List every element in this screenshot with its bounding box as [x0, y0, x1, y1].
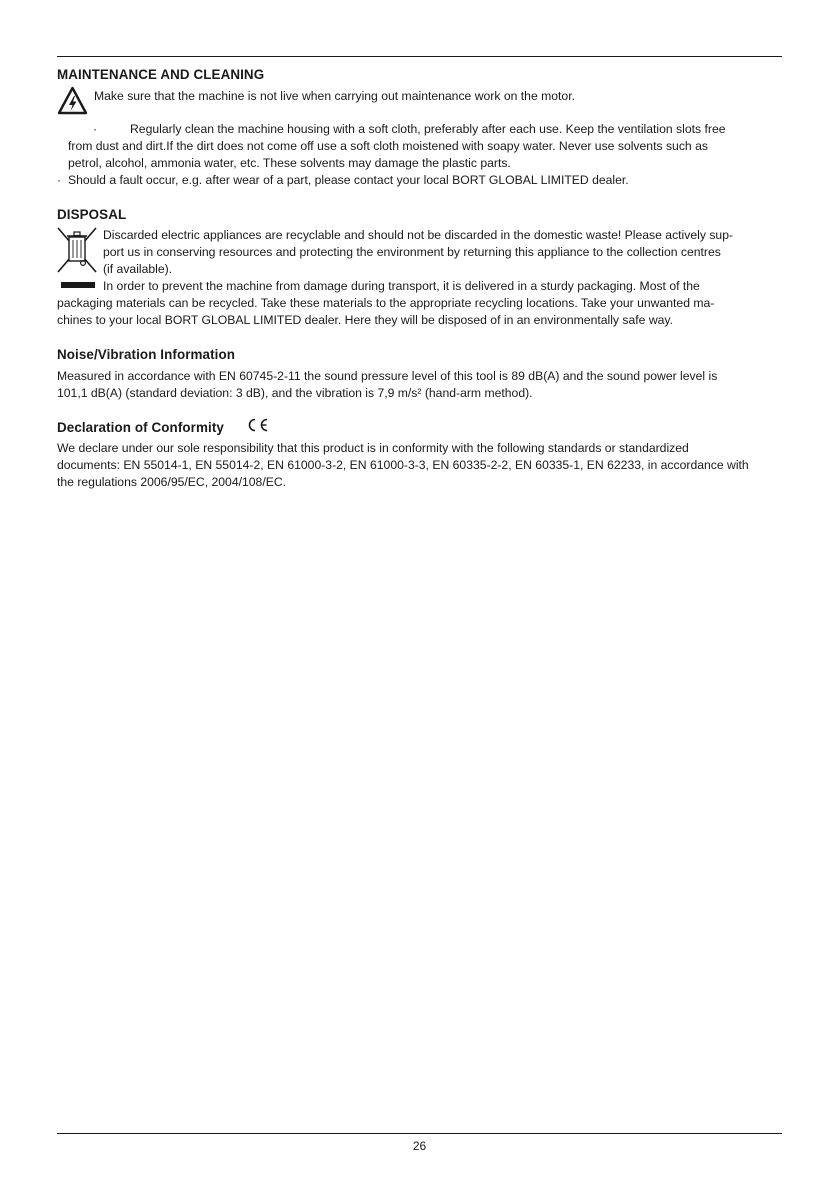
maintenance-warning: Make sure that the machine is not live when carrying out maintenance work on the motor. — [94, 89, 575, 103]
header-rule — [57, 56, 782, 57]
disposal-line-2: port us in conserving resources and protecting the environment by returning this appliance to the collection centres — [103, 245, 721, 259]
bullet-2: · — [57, 173, 62, 187]
maintenance-line-3: petrol, alcohol, ammonia water, etc. These solvents may damage the plastic parts. — [68, 156, 511, 170]
footer-rule — [57, 1133, 782, 1134]
ce-mark-icon — [246, 417, 270, 433]
disposal-line-4: In order to prevent the machine from damage during transport, it is delivered in a sturdy packaging. Most of the — [103, 279, 700, 293]
maintenance-line-4: Should a fault occur, e.g. after wear of a part, please contact your local BORT GLOBAL LIMITED dealer. — [68, 173, 629, 187]
conformity-line-3: the regulations 2006/95/EC, 2004/108/EC. — [57, 475, 287, 489]
maintenance-line-2: from dust and dirt.If the dirt does not come off use a soft cloth moistened with soapy water. Never use solvents such as — [68, 139, 708, 153]
maintenance-heading: MAINTENANCE AND CLEANING — [57, 67, 265, 82]
warning-electric-icon — [57, 86, 88, 115]
noise-line-2: 101,1 dB(A) (standard deviation: 3 dB), and the vibration is 7,9 m/s² (hand-arm method). — [57, 386, 533, 400]
disposal-line-6: chines to your local BORT GLOBAL LIMITED dealer. Here they will be disposed of in an environmentally safe way. — [57, 313, 673, 327]
crossed-out-bin-icon — [56, 226, 98, 274]
disposal-line-3: (if available). — [103, 262, 173, 276]
conformity-line-1: We declare under our sole responsibility that this product is in conformity with the following standards or standardized — [57, 441, 689, 455]
page-number: 26 — [412, 1139, 427, 1153]
maintenance-line-1: Regularly clean the machine housing with a soft cloth, preferably after each use. Keep the ventilation slots free — [130, 122, 726, 136]
separate-collection-bar-icon — [61, 282, 95, 288]
disposal-heading: DISPOSAL — [57, 207, 127, 222]
conformity-heading: Declaration of Conformity — [57, 420, 224, 435]
disposal-line-5: packaging materials can be recycled. Take these materials to the appropriate recycling locations. Take your unwanted ma- — [57, 296, 715, 310]
disposal-line-1: Discarded electric appliances are recyclable and should not be discarded in the domestic waste! Please actively sup- — [103, 228, 734, 242]
noise-line-1: Measured in accordance with EN 60745-2-11 the sound pressure level of this tool is 89 dB(A) and the sound power level is — [57, 369, 718, 383]
noise-heading: Noise/Vibration Information — [57, 347, 236, 362]
conformity-line-2: documents: EN 55014-1, EN 55014-2, EN 61000-3-2, EN 61000-3-3, EN 60335-2-2, EN 60335-1, EN 62233, in accordance with — [57, 458, 749, 472]
bullet-1: · — [93, 122, 98, 136]
